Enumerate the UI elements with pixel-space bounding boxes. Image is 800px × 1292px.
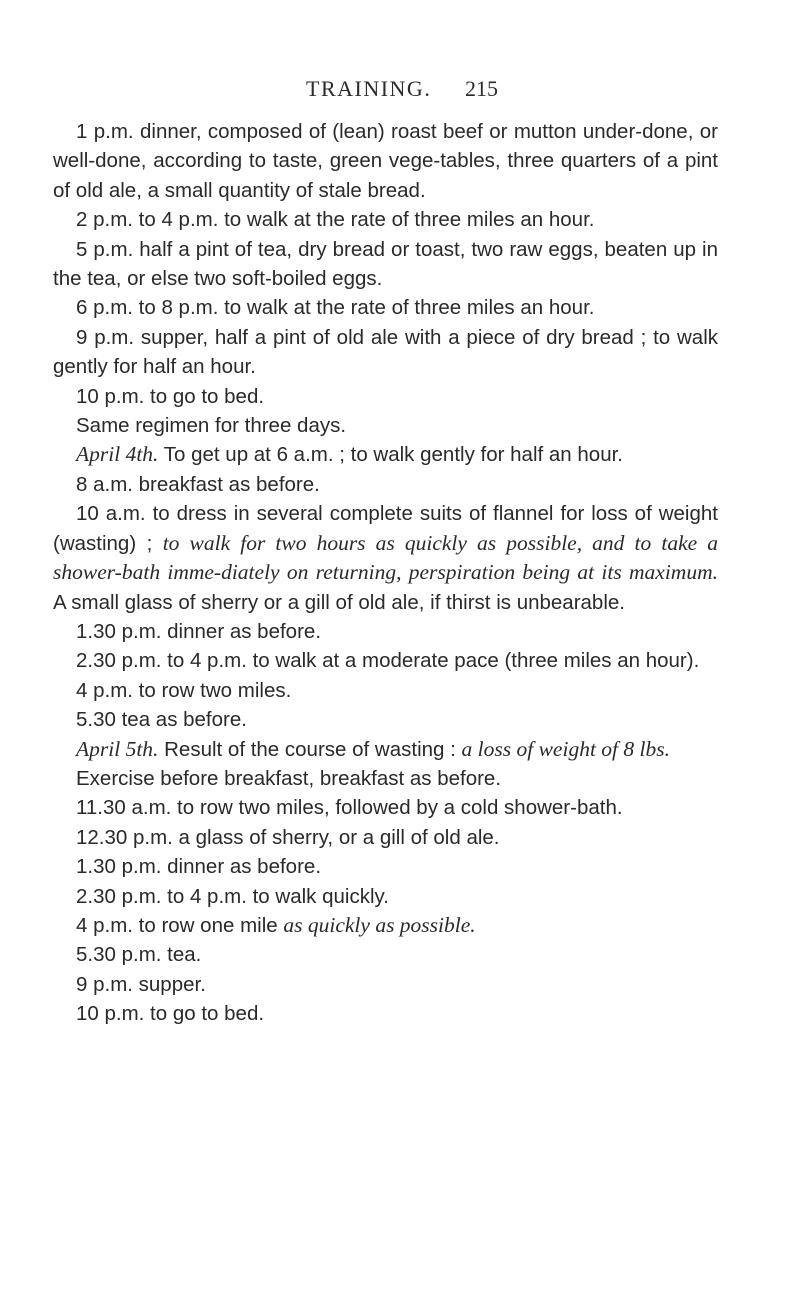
april-5th-text: Result of the course of wasting : — [158, 737, 462, 761]
paragraph-april-4th — [53, 440, 718, 469]
april-4th-text: To get up at 6 a.m. ; to walk gently for half an hour. — [158, 443, 623, 467]
flannel-emphasis: to walk for two hours as quickly as possible, and to take a shower-bath imme-diately on returning, perspiration being at its maximum. — [53, 530, 718, 585]
date-april-5th: April 5th. — [76, 736, 159, 761]
paragraph-same-regimen: Same regimen for three days. — [76, 414, 347, 438]
body-text — [53, 117, 718, 1029]
paragraph-5pm-tea: 5 p.m. half a pint of tea, dry bread or toast, two raw eggs, beaten up in the tea, or else two soft-boiled eggs. — [53, 237, 718, 291]
row-mile-text: 4 p.m. to row one mile — [76, 913, 284, 937]
paragraph-230pm-walk-quickly: 2.30 p.m. to 4 p.m. to walk quickly. — [76, 884, 389, 908]
paragraph-6pm-walk: 6 p.m. to 8 p.m. to walk at the rate of three miles an hour. — [76, 296, 595, 320]
paragraph-1130am-row: 11.30 a.m. to row two miles, followed by a cold shower-bath. — [76, 796, 623, 820]
paragraph-230pm-walk: 2.30 p.m. to 4 p.m. to walk at a moderate pace (three miles an hour). — [76, 649, 700, 673]
flannel-text: 10 a.m. to dress in several complete suits of flannel for loss of weight (wasting) ; — [53, 502, 718, 555]
paragraph-130pm-dinner: 1.30 p.m. dinner as before. — [76, 619, 322, 643]
paragraph-8am-breakfast: 8 a.m. breakfast as before. — [76, 472, 320, 496]
running-head — [0, 76, 800, 106]
flannel-after: A small glass of sherry or a gill of old ale, if thirst is unbearable. — [53, 590, 625, 614]
paragraph-2pm-walk: 2 p.m. to 4 p.m. to walk at the rate of three miles an hour. — [76, 208, 595, 232]
chapter-title: TRAINING. — [306, 76, 432, 101]
paragraph-9pm-supper: 9 p.m. supper, half a pint of old ale with a piece of dry bread ; to walk gently for half an hour. — [53, 325, 718, 379]
paragraph-130pm-dinner-2: 1.30 p.m. dinner as before. — [76, 855, 322, 879]
paragraph-9pm-supper-2: 9 p.m. supper. — [76, 972, 206, 996]
paragraph-4pm-row: 4 p.m. to row two miles. — [76, 678, 292, 702]
april-5th-emphasis: a loss of weight of 8 lbs. — [461, 736, 670, 761]
paragraph-10pm-bed: 10 p.m. to go to bed. — [76, 384, 265, 408]
date-april-4th: April 4th. — [76, 442, 159, 467]
page-number: 215 — [465, 76, 498, 101]
paragraph-530pm-tea: 5.30 p.m. tea. — [76, 943, 202, 967]
paragraph-exercise: Exercise before breakfast, breakfast as before. — [76, 766, 502, 790]
paragraph-april-5th — [53, 735, 718, 764]
paragraph-10pm-bed-2: 10 p.m. to go to bed. — [76, 1002, 265, 1026]
row-mile-emphasis: as quickly as possible. — [283, 912, 476, 937]
paragraph-1230pm-sherry: 12.30 p.m. a glass of sherry, or a gill of old ale. — [76, 825, 500, 849]
paragraph-4pm-row-mile — [53, 911, 718, 940]
paragraph-10am-flannel — [53, 499, 718, 617]
paragraph-530-tea: 5.30 tea as before. — [76, 708, 247, 732]
paragraph-1pm-dinner: 1 p.m. dinner, composed of (lean) roast beef or mutton under-done, or well-done, according to taste, green vege-tables, three quarters of a pint of old ale, a small quantity of stale bread. — [53, 120, 718, 202]
